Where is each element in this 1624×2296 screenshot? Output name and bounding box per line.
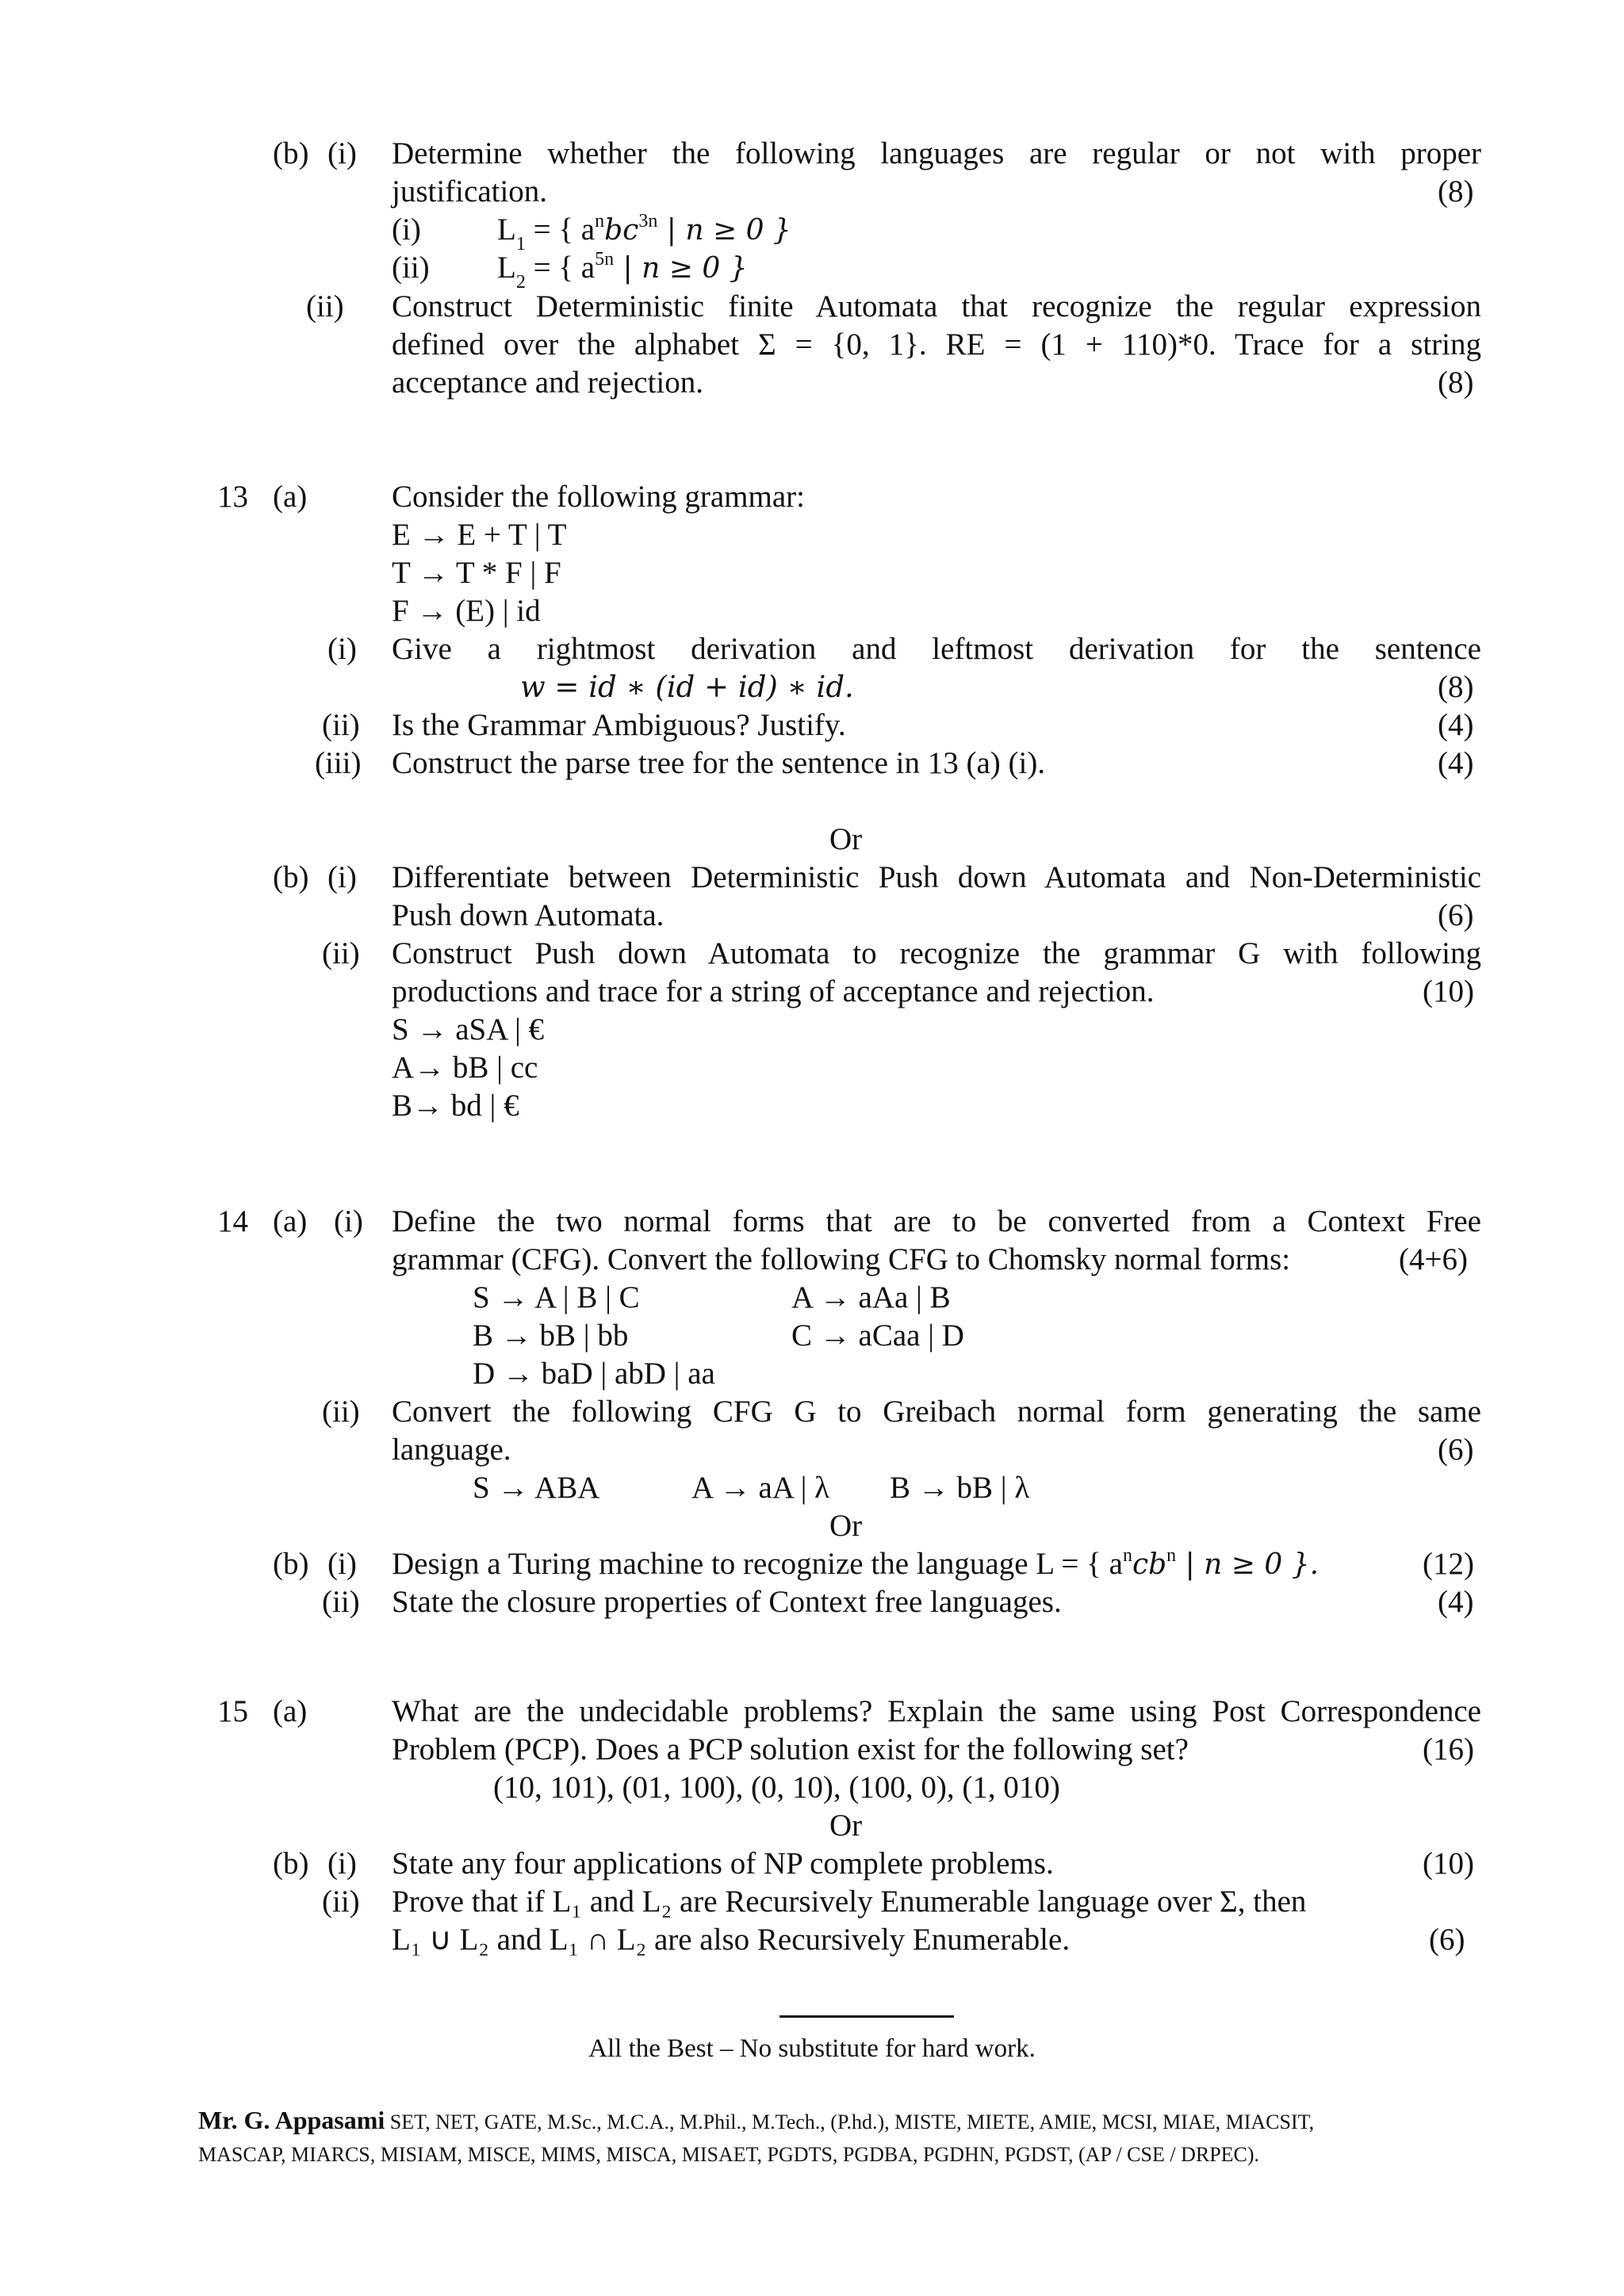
sentence-equation: w = id ∗ (id + id) ∗ id.	[520, 670, 854, 704]
q13a-iii-label: (iii)	[315, 746, 362, 780]
q13b-ii-label: (ii)	[322, 936, 360, 970]
cfg-rule-s: S → A | B | C	[473, 1280, 640, 1314]
q12b-sub1-label: (i)	[392, 212, 421, 247]
q15-number: 15	[217, 1694, 248, 1728]
production-s: S → aSA | €	[392, 1012, 545, 1047]
or-separator-2: Or	[829, 1509, 863, 1543]
q13b-i-marks: (6)	[1438, 898, 1474, 932]
q13a-i-line1: Give a rightmost derivation and leftmost derivation for the sentence	[392, 632, 1481, 666]
q15b-ii-marks: (6)	[1429, 1923, 1465, 1957]
q12b-sub2-label: (ii)	[392, 251, 430, 285]
q14a-ii-line1: Convert the following CFG G to Greibach normal form generating the same	[392, 1395, 1481, 1429]
q12b-i-label: (i)	[327, 136, 357, 170]
q13a-ii-label: (ii)	[322, 708, 360, 742]
q15a-label: (a)	[273, 1694, 308, 1728]
q13a-ii-text: Is the Grammar Ambiguous? Justify.	[392, 708, 846, 742]
cfg-rule-c: C → aCaa | D	[791, 1318, 964, 1353]
q13-number: 13	[217, 480, 248, 514]
footer-credentials-line1: Mr. G. Appasami SET, NET, GATE, M.Sc., M.C.A., M.Phil., M.Tech., (P.hd.), MISTE, MIETE, AMIE, MCSI, MIAE, MIACSIT,	[198, 2106, 1315, 2134]
q14a-i-marks: (4+6)	[1399, 1242, 1468, 1276]
q14a-label: (a)	[273, 1204, 308, 1238]
q13b-i-label: (i)	[327, 860, 357, 894]
q12b-i-line1: Determine whether the following languages are regular or not with proper	[392, 136, 1481, 170]
q14b-i-text: Design a Turing machine to recognize the language L = { $a^ncb^n$ | n ≥ 0 }.	[392, 1545, 1320, 1581]
q14b-label: (b)	[273, 1547, 309, 1581]
q14b-i-marks: (12)	[1423, 1547, 1474, 1581]
q12b-ii-line3: acceptance and rejection.	[392, 365, 703, 400]
language-l1: $L_1$ = { $a^nbc^{3n}$ | n ≥ 0 }	[497, 211, 791, 254]
q13a-iii-marks: (4)	[1438, 746, 1474, 780]
q12b-i-marks: (8)	[1438, 174, 1474, 209]
q15b-ii-line2: L₁ ∪ L₂ and L₁ ∩ L₂ are also Recursively Enumerable.	[392, 1923, 1071, 1957]
q12b-ii-line1: Construct Deterministic finite Automata that recognize the regular expression	[392, 289, 1481, 323]
or-separator-1: Or	[829, 822, 863, 856]
q13b-ii-marks: (10)	[1423, 974, 1474, 1008]
q12b-ii-line2: defined over the alphabet Σ = {0, 1}. RE = (1 + 110)*0. Trace for a string	[392, 327, 1481, 362]
grammar-rule-f: F → (E) | id	[392, 594, 541, 628]
q13a-intro: Consider the following grammar:	[392, 480, 805, 514]
cfg-rule-a: A → aAa | B	[791, 1280, 951, 1314]
q15b-i-text: State any four applications of NP complete problems.	[392, 1846, 1054, 1881]
q14a-i-line2: grammar (CFG). Convert the following CFG to Chomsky normal forms:	[392, 1242, 1291, 1276]
q12b-label: (b)	[273, 136, 309, 170]
q14a-i-label: (i)	[334, 1204, 363, 1238]
grammar-rule-t: T → T * F | F	[392, 556, 561, 590]
q13b-label: (b)	[273, 860, 309, 894]
q13a-i-label: (i)	[327, 632, 357, 666]
q12b-i-line2: justification.	[392, 174, 548, 209]
cfg-rule-b: B → bB | bb	[473, 1318, 629, 1353]
q15b-ii-label: (ii)	[322, 1885, 360, 1919]
q13b-i-line2: Push down Automata.	[392, 898, 665, 932]
grammar-rule-e: E → E + T | T	[392, 518, 567, 552]
q15b-i-marks: (10)	[1423, 1846, 1474, 1881]
q15b-label: (b)	[273, 1846, 309, 1881]
q14a-ii-line2: language.	[392, 1433, 511, 1467]
gnf-rule-a: A → aA | λ	[691, 1471, 830, 1505]
q13a-iii-text: Construct the parse tree for the sentence in 13 (a) (i).	[392, 746, 1046, 780]
q15a-line2: Problem (PCP). Does a PCP solution exist for the following set?	[392, 1732, 1189, 1766]
cfg-rule-d: D → baD | abD | aa	[473, 1357, 715, 1391]
q13b-ii-line1: Construct Push down Automata to recognize the grammar G with following	[392, 936, 1481, 970]
q13a-i-marks: (8)	[1438, 670, 1474, 704]
q14b-ii-marks: (4)	[1438, 1585, 1474, 1619]
q13a-label: (a)	[273, 480, 308, 514]
closing-message: All the Best – No substitute for hard work.	[588, 2034, 1036, 2063]
q14a-ii-marks: (6)	[1438, 1433, 1474, 1467]
author-name: Mr. G. Appasami	[198, 2106, 385, 2134]
q14b-i-label: (i)	[327, 1547, 357, 1581]
q14a-i-line1: Define the two normal forms that are to be converted from a Context Free	[392, 1204, 1481, 1238]
q14b-ii-label: (ii)	[322, 1585, 360, 1619]
closing-divider	[779, 2015, 954, 2018]
pcp-set: (10, 101), (01, 100), (0, 10), (100, 0), (1, 010)	[493, 1770, 1060, 1804]
q15a-marks: (16)	[1423, 1732, 1474, 1766]
q15b-i-label: (i)	[327, 1846, 357, 1881]
production-a: A→ bB | cc	[392, 1050, 538, 1085]
gnf-rule-s: S → ABA	[473, 1471, 600, 1505]
q14-number: 14	[217, 1204, 248, 1238]
production-b: B→ bd | €	[392, 1089, 519, 1123]
q12b-ii-marks: (8)	[1438, 365, 1474, 400]
language-l2: $L_2$ = { $a^{5n}$ | n ≥ 0 }	[497, 249, 748, 293]
footer-credentials-line2: MASCAP, MIARCS, MISIAM, MISCE, MIMS, MISCA, MISAET, PGDTS, PGDBA, PGDHN, PGDST, (AP / CSE / DRPEC).	[198, 2143, 1260, 2166]
q14a-ii-label: (ii)	[322, 1395, 360, 1429]
q15a-line1: What are the undecidable problems? Explain the same using Post Correspondence	[392, 1694, 1481, 1728]
q12b-ii-label: (ii)	[306, 289, 344, 323]
or-separator-3: Or	[829, 1808, 863, 1843]
q13b-ii-line2: productions and trace for a string of acceptance and rejection.	[392, 974, 1155, 1008]
q13b-i-line1: Differentiate between Deterministic Push down Automata and Non-Deterministic	[392, 860, 1481, 894]
q13a-ii-marks: (4)	[1438, 708, 1474, 742]
gnf-rule-b: B → bB | λ	[890, 1471, 1030, 1505]
q14b-ii-text: State the closure properties of Context free languages.	[392, 1585, 1062, 1619]
q15b-ii-line1: Prove that if L₁ and L₂ are Recursively Enumerable language over Σ, then	[392, 1885, 1307, 1919]
